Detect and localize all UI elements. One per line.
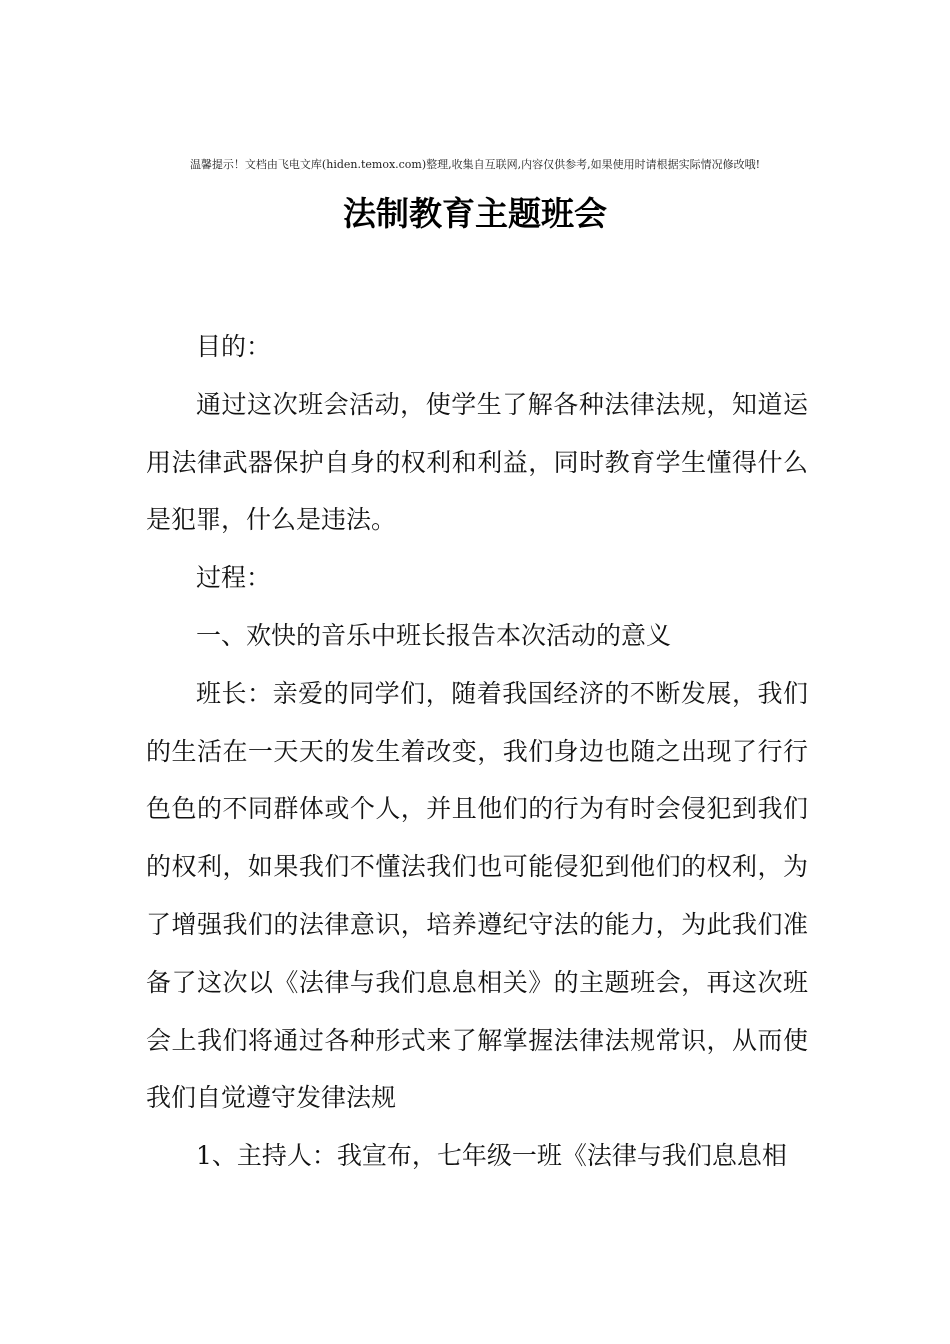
paragraph-process-heading: 过程： [196, 563, 272, 593]
paragraph-purpose: 通过这次班会活动，使学生了解各种法律法规，知道运用法律武器保护自身的权利和利益，同时教育学生懂得什么是犯罪，什么是违法。 [146, 389, 808, 535]
paragraph-monitor-speech: 班长：亲爱的同学们，随着我国经济的不断发展，我们的生活在一天天的发生着改变，我们身边也随之出现了行行色色的不同群体或个人，并且他们的行为有时会侵犯到我们的权利，如果我们不懂法我们也可能侵犯到他们的权利，为了增强我们的法律意识，培养遵纪守法的能力，为此我们准备了这次以《法律与我们息息相关》的主题班会，再这次班会上我们将通过各种形式来了解掌握法律法规常识，从而使我们自觉遵守发律法规 [146, 678, 808, 1113]
paragraph-step-one: 一、欢快的音乐中班长报告本次活动的意义 [196, 620, 672, 650]
header-notice: 温馨提示！文档由飞电文库(hiden.temox.com)整理,收集自互联网,内容仅供参考,如果使用时请根据实际情况修改哦! [189, 158, 761, 171]
document-title: 法制教育主题班会 [343, 194, 607, 233]
document-body [146, 318, 808, 1185]
paragraph-purpose-heading: 目的： [196, 332, 272, 361]
paragraph-host-announcement: 1、主持人：我宣布，七年级一班《法律与我们息息相 [196, 1141, 787, 1171]
